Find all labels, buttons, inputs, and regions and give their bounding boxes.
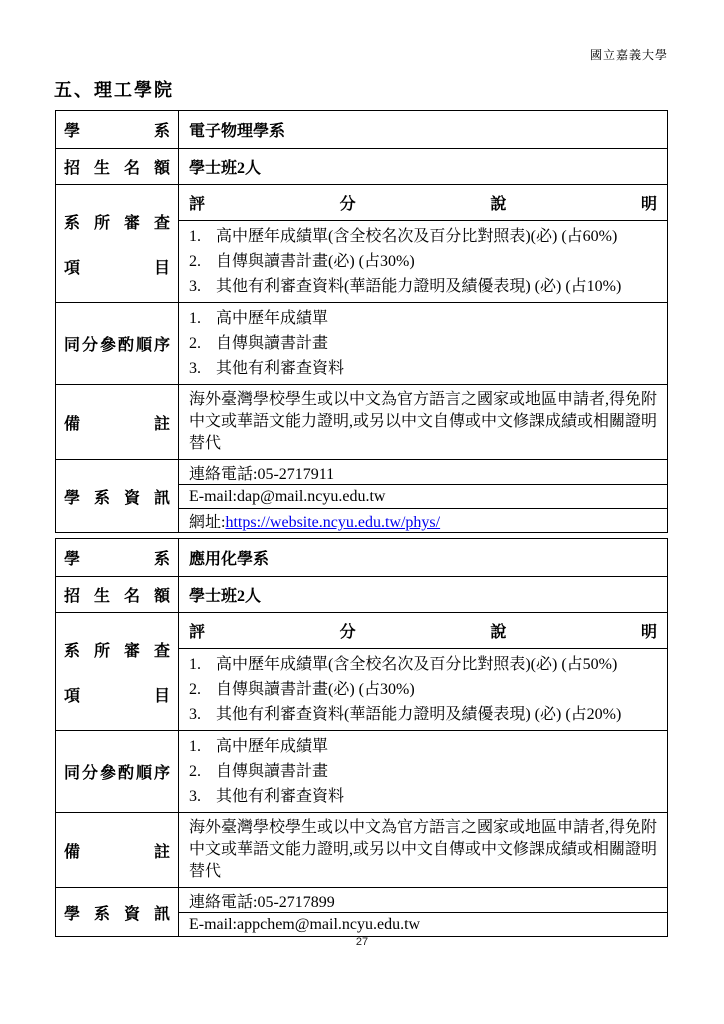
list-number: 1. (189, 310, 201, 327)
list-text: 高中歷年成績單 (216, 310, 329, 327)
review-item (189, 702, 657, 727)
row-label-review (56, 613, 179, 731)
review-item (189, 224, 657, 249)
department-table-1 (55, 110, 668, 533)
row-label-text: 招生名額 (64, 160, 170, 177)
row-label-quota (56, 149, 179, 185)
admission-quota: 學士班2人 (189, 160, 262, 177)
website-link[interactable]: https://website.ncyu.edu.tw/phys/ (225, 514, 441, 531)
list-text: 高中歷年成績單(含全校名次及百分比對照表)(必) (占50%) (216, 656, 618, 673)
page-number: 27 (355, 936, 369, 948)
org-header: 國立嘉義大學 (589, 48, 668, 62)
list-number: 2. (189, 763, 201, 780)
row-label-text: 招生名額 (64, 588, 170, 605)
list-text: 自傳與讀書計畫(必) (占30%) (216, 681, 415, 698)
row-label-text: 系所審查 (64, 214, 170, 232)
contact-email: E-mail:appchem@mail.ncyu.edu.tw (179, 913, 668, 937)
review-header: 評分說明 (189, 196, 657, 213)
row-label-dept-info (56, 460, 179, 533)
table-row (56, 111, 668, 149)
contact-phone: 連絡電話:05-2717911 (179, 460, 668, 485)
table-row (56, 185, 668, 221)
tiebreak-item (189, 734, 657, 759)
tiebreak-item (189, 759, 657, 784)
row-label-text: 項目 (64, 259, 170, 277)
table-row (56, 888, 668, 913)
admission-quota-cell (179, 149, 668, 185)
tiebreak-item (189, 356, 657, 381)
row-label-note (56, 385, 179, 460)
row-label-text: 系所審查 (64, 642, 170, 660)
admission-quota-cell (179, 577, 668, 613)
review-items-cell (179, 221, 668, 303)
review-items-cell (179, 649, 668, 731)
review-item (189, 274, 657, 299)
row-label-text: 同分參酌順序 (64, 765, 170, 782)
row-label-quota (56, 577, 179, 613)
row-label-dept-info (56, 888, 179, 937)
list-number: 3. (189, 360, 201, 377)
table-row (56, 577, 668, 613)
list-text: 高中歷年成績單(含全校名次及百分比對照表)(必) (占60%) (216, 228, 618, 245)
list-text: 其他有利審查資料 (216, 788, 345, 805)
list-number: 1. (189, 656, 201, 673)
list-text: 自傳與讀書計畫 (216, 763, 329, 780)
department-name-cell (179, 539, 668, 577)
list-number: 1. (189, 228, 201, 245)
contact-email: E-mail:dap@mail.ncyu.edu.tw (179, 485, 668, 509)
list-number: 2. (189, 253, 201, 270)
review-header-cell (179, 613, 668, 649)
list-number: 2. (189, 335, 201, 352)
tiebreak-items-cell (179, 731, 668, 813)
row-label-tiebreak (56, 731, 179, 813)
row-label-review (56, 185, 179, 303)
row-label-tiebreak (56, 303, 179, 385)
table-row (56, 731, 668, 813)
table-row (56, 460, 668, 485)
tiebreak-item (189, 306, 657, 331)
list-text: 高中歷年成績單 (216, 738, 329, 755)
table-row (56, 303, 668, 385)
row-label-department (56, 111, 179, 149)
list-text: 自傳與讀書計畫 (216, 335, 329, 352)
department-name: 電子物理學系 (189, 123, 286, 140)
row-label-text: 備註 (64, 843, 170, 861)
list-text: 其他有利審查資料(華語能力證明及績優表現) (必) (占10%) (216, 278, 622, 295)
row-label-text: 備註 (64, 415, 170, 433)
row-label-text: 學系 (64, 123, 170, 140)
table-row (56, 613, 668, 649)
review-header-cell (179, 185, 668, 221)
row-label-department (56, 539, 179, 577)
row-label-text: 學系 (64, 551, 170, 568)
department-name: 應用化學系 (189, 551, 270, 568)
list-text: 其他有利審查資料(華語能力證明及績優表現) (必) (占20%) (216, 706, 622, 723)
contact-phone: 連絡電話:05-2717899 (179, 888, 668, 913)
website-label: 網址: (189, 514, 226, 531)
review-item (189, 652, 657, 677)
row-label-text: 同分參酌順序 (64, 337, 170, 354)
note-text: 海外臺灣學校學生或以中文為官方語言之國家或地區申請者,得免附中文或華語文能力證明,或另以中文自傳或中文修課成績或相關證明替代 (179, 385, 668, 460)
table-row (56, 813, 668, 888)
note-text: 海外臺灣學校學生或以中文為官方語言之國家或地區申請者,得免附中文或華語文能力證明,或另以中文自傳或中文修課成績或相關證明替代 (179, 813, 668, 888)
tiebreak-item (189, 331, 657, 356)
list-number: 3. (189, 788, 201, 805)
list-text: 自傳與讀書計畫(必) (占30%) (216, 253, 415, 270)
row-label-note (56, 813, 179, 888)
list-number: 1. (189, 738, 201, 755)
list-number: 3. (189, 706, 201, 723)
row-label-text: 項目 (64, 687, 170, 705)
row-label-text: 學系資訊 (64, 489, 170, 507)
table-row (56, 385, 668, 460)
admission-quota: 學士班2人 (189, 588, 262, 605)
review-item (189, 249, 657, 274)
list-text: 其他有利審查資料 (216, 360, 345, 377)
list-number: 3. (189, 278, 201, 295)
department-table-2 (55, 538, 668, 937)
review-item (189, 677, 657, 702)
table-row (56, 539, 668, 577)
list-number: 2. (189, 681, 201, 698)
contact-website (179, 509, 668, 533)
table-row (56, 149, 668, 185)
review-header: 評分說明 (189, 624, 657, 641)
tiebreak-items-cell (179, 303, 668, 385)
department-name-cell (179, 111, 668, 149)
row-label-text: 學系資訊 (64, 905, 170, 923)
tiebreak-item (189, 784, 657, 809)
section-title: 五、理工學院 (54, 80, 174, 100)
